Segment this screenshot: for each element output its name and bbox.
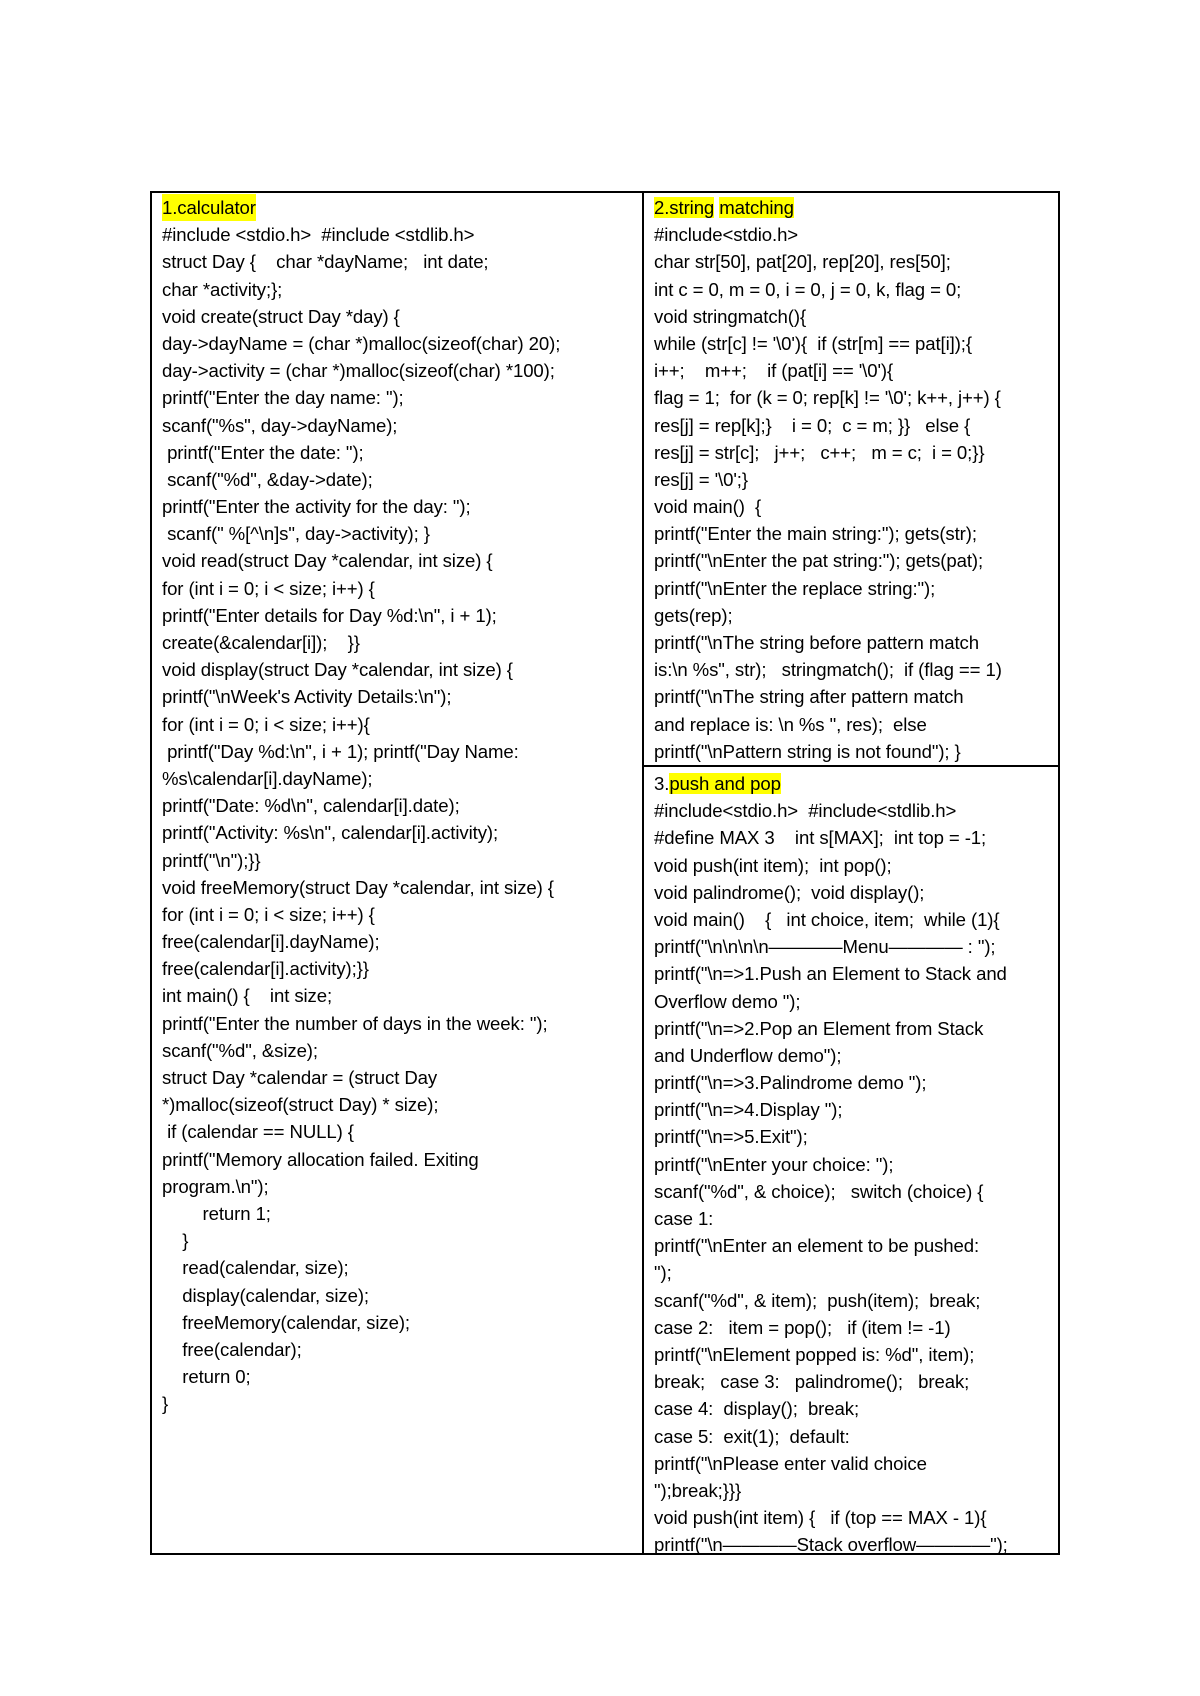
push-pop-heading-text: push and pop bbox=[669, 773, 781, 794]
code-line: void read(struct Day *calendar, int size) { bbox=[162, 550, 493, 572]
left-column bbox=[152, 193, 644, 1553]
code-line: } bbox=[162, 1393, 169, 1415]
code-line: break; case 3: palindrome(); break; bbox=[654, 1371, 970, 1393]
code-line: %s\calendar[i].dayName); bbox=[162, 767, 373, 789]
code-line: printf("\nEnter the pat string:"); gets(pat); bbox=[654, 550, 984, 572]
code-line: *)malloc(sizeof(struct Day) * size); bbox=[162, 1094, 439, 1116]
right-column bbox=[644, 193, 1058, 1556]
code-line: void main() { bbox=[654, 496, 762, 518]
code-line: ");break;}}} bbox=[654, 1479, 742, 1501]
string-matching-code bbox=[654, 221, 1058, 765]
code-line: return 0; bbox=[162, 1366, 251, 1388]
code-line: printf("\n");}} bbox=[162, 849, 261, 871]
code-line: and replace is: \n %s ", res); else bbox=[654, 713, 927, 735]
code-line: printf("Enter the date: "); bbox=[162, 441, 364, 463]
code-line: for (int i = 0; i < size; i++){ bbox=[162, 713, 370, 735]
push-pop-heading-number: 3. bbox=[654, 773, 670, 794]
code-line: void palindrome(); void display(); bbox=[654, 881, 925, 903]
code-line: create(&calendar[i]); }} bbox=[162, 632, 360, 653]
push-pop-cell bbox=[644, 769, 1058, 1556]
code-line: printf("\nEnter your choice: "); bbox=[654, 1153, 894, 1175]
code-line: printf("Enter the number of days in the week: "); bbox=[162, 1012, 548, 1034]
code-line: printf("Enter the main string:"); gets(str); bbox=[654, 523, 977, 545]
code-line: char *activity;}; bbox=[162, 278, 283, 300]
calculator-heading-text: 1.calculator bbox=[162, 194, 256, 221]
code-line: #include<stdio.h> bbox=[654, 224, 799, 246]
code-table bbox=[150, 191, 1060, 1555]
code-line: for (int i = 0; i < size; i++) { bbox=[162, 577, 375, 599]
code-line: void main() { int choice, item; while (1){ bbox=[654, 908, 1000, 930]
code-line: printf("\n=>1.Push an Element to Stack and bbox=[654, 963, 1007, 985]
code-line: is:\n %s", str); stringmatch(); if (flag == 1) bbox=[654, 659, 1002, 681]
code-line: "); bbox=[654, 1262, 672, 1284]
code-line: res[j] = '\0';} bbox=[654, 468, 748, 490]
code-line: printf("\n\n\n\n————Menu———— : "); bbox=[654, 936, 996, 958]
code-line: flag = 1; for (k = 0; rep[k] != '\0'; k++, j++) { bbox=[654, 387, 1001, 409]
calculator-code bbox=[162, 221, 642, 1417]
code-line: printf("\nPlease enter valid choice bbox=[654, 1452, 927, 1474]
code-line: printf("\n————Stack overflow————"); bbox=[654, 1534, 1008, 1556]
code-line: program.\n"); bbox=[162, 1175, 269, 1197]
code-line: return 1; bbox=[162, 1202, 271, 1224]
code-line: void push(int item); int pop(); bbox=[654, 854, 892, 876]
code-line: printf("\nElement popped is: %d", item); bbox=[654, 1343, 975, 1365]
code-line: #include <stdio.h> #include <stdlib.h> bbox=[162, 224, 475, 246]
code-line: printf("Date: %d\n", calendar[i].date); bbox=[162, 795, 460, 817]
code-line: gets(rep); bbox=[654, 604, 733, 626]
code-line: free(calendar[i].dayName); bbox=[162, 931, 380, 953]
code-line: printf("Activity: %s\n", calendar[i].activity); bbox=[162, 822, 499, 844]
code-line: } bbox=[162, 1230, 189, 1252]
code-line: scanf("%s", day->dayName); bbox=[162, 414, 398, 436]
code-line: for (int i = 0; i < size; i++) { bbox=[162, 903, 375, 925]
code-line: scanf(" %[^\n]s", day->activity); } bbox=[162, 523, 430, 545]
code-line: res[j] = str[c]; j++; c++; m = c; i = 0;}} bbox=[654, 441, 985, 463]
code-line: case 5: exit(1); default: bbox=[654, 1425, 850, 1447]
calculator-heading bbox=[162, 194, 642, 221]
code-line: scanf("%d", & choice); switch (choice) { bbox=[654, 1180, 984, 1202]
code-line: day->dayName = (char *)malloc(sizeof(char) 20); bbox=[162, 332, 561, 354]
code-line: case 2: item = pop(); if (item != -1) bbox=[654, 1316, 951, 1338]
code-line: free(calendar); bbox=[162, 1338, 302, 1360]
code-line: free(calendar[i].activity);}} bbox=[162, 958, 369, 980]
code-line: printf("\nThe string after pattern match bbox=[654, 686, 964, 708]
code-line: printf("\nWeek's Activity Details:\n"); bbox=[162, 686, 452, 708]
code-line: struct Day { char *dayName; int date; bbox=[162, 251, 489, 273]
code-line: void stringmatch(){ bbox=[654, 305, 807, 327]
code-line: printf("\n=>5.Exit"); bbox=[654, 1126, 808, 1148]
code-line: printf("\nPattern string is not found"); } bbox=[654, 740, 961, 762]
code-line: day->activity = (char *)malloc(sizeof(char) *100); bbox=[162, 360, 555, 382]
push-pop-heading bbox=[654, 770, 1058, 797]
code-line: printf("Enter the day name: "); bbox=[162, 387, 404, 409]
code-line: #include<stdio.h> #include<stdlib.h> bbox=[654, 800, 957, 822]
code-line: printf("Memory allocation failed. Exiting bbox=[162, 1148, 479, 1170]
code-line: printf("\n=>4.Display "); bbox=[654, 1099, 843, 1121]
code-line: case 4: display(); break; bbox=[654, 1398, 860, 1420]
code-line: printf("Day %d:\n", i + 1); printf("Day Name: bbox=[162, 740, 519, 762]
code-line: read(calendar, size); bbox=[162, 1257, 349, 1279]
string-matching-cell bbox=[644, 193, 1058, 767]
code-line: int c = 0, m = 0, i = 0, j = 0, k, flag = 0; bbox=[654, 278, 962, 300]
code-line: i++; m++; if (pat[i] == '\0'){ bbox=[654, 360, 894, 382]
code-line: printf("\nEnter the replace string:"); bbox=[654, 577, 936, 599]
code-line: printf("\n=>2.Pop an Element from Stack bbox=[654, 1017, 984, 1039]
string-matching-heading-part-1: 2.string bbox=[654, 197, 715, 218]
code-line: printf("\nEnter an element to be pushed: bbox=[654, 1235, 980, 1257]
code-line: struct Day *calendar = (struct Day bbox=[162, 1067, 438, 1088]
code-line: printf("\n=>3.Palindrome demo "); bbox=[654, 1072, 927, 1094]
string-matching-heading-part-2: matching bbox=[719, 197, 794, 218]
code-line: scanf("%d", &day->date); bbox=[162, 468, 373, 490]
push-pop-code bbox=[654, 797, 1058, 1558]
code-line: printf("\nThe string before pattern match bbox=[654, 632, 979, 653]
code-line: while (str[c] != '\0'){ if (str[m] == pat[i]);{ bbox=[654, 332, 972, 354]
code-line: freeMemory(calendar, size); bbox=[162, 1311, 410, 1333]
code-line: #define MAX 3 int s[MAX]; int top = -1; bbox=[654, 827, 987, 849]
code-line: scanf("%d", & item); push(item); break; bbox=[654, 1289, 981, 1311]
code-line: and Underflow demo"); bbox=[654, 1044, 842, 1066]
code-line: char str[50], pat[20], rep[20], res[50]; bbox=[654, 251, 951, 273]
code-line: printf("Enter the activity for the day: "); bbox=[162, 496, 471, 518]
code-line: Overflow demo "); bbox=[654, 990, 801, 1012]
string-matching-heading bbox=[654, 194, 1058, 221]
code-line: int main() { int size; bbox=[162, 985, 333, 1007]
code-line: void push(int item) { if (top == MAX - 1){ bbox=[654, 1507, 987, 1529]
code-line: if (calendar == NULL) { bbox=[162, 1121, 354, 1143]
calculator-cell bbox=[152, 193, 642, 1553]
code-line: void freeMemory(struct Day *calendar, int size) { bbox=[162, 876, 554, 898]
code-line: case 1: bbox=[654, 1208, 714, 1229]
code-line: scanf("%d", &size); bbox=[162, 1039, 318, 1061]
code-line: res[j] = rep[k];} i = 0; c = m; }} else { bbox=[654, 414, 971, 436]
code-line: void display(struct Day *calendar, int size) { bbox=[162, 659, 513, 681]
code-line: printf("Enter details for Day %d:\n", i + 1); bbox=[162, 604, 497, 626]
code-line: void create(struct Day *day) { bbox=[162, 305, 400, 327]
code-line: display(calendar, size); bbox=[162, 1284, 369, 1306]
